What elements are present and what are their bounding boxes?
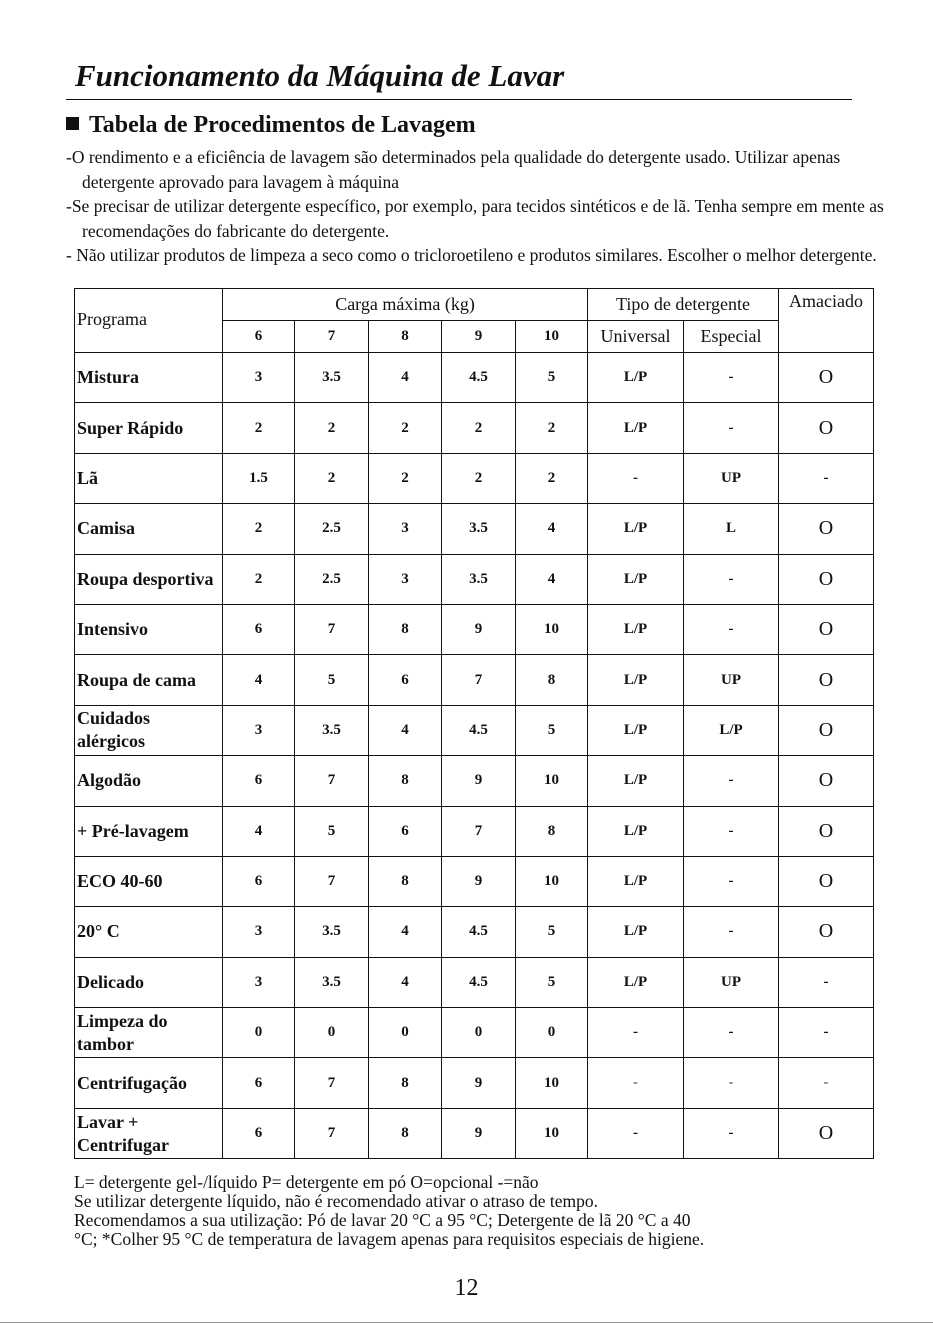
amaciado-column-header: Amaciado <box>779 289 874 353</box>
table-row <box>75 856 874 906</box>
especial-cell: L/P <box>684 705 779 755</box>
table-row <box>75 756 874 806</box>
program-name-cell: Camisa <box>75 504 223 554</box>
table-row <box>75 1008 874 1058</box>
amaciado-cell: O <box>779 806 874 856</box>
load-cell: 7 <box>442 655 516 705</box>
note-line: °C; *Colher 95 °C de temperatura de lavagem apenas para requisitos especiais de higiene. <box>74 1229 705 1249</box>
amaciado-cell: O <box>779 554 874 604</box>
load-cell: 0 <box>295 1008 369 1058</box>
load-cell: 3.5 <box>442 554 516 604</box>
especial-cell: - <box>684 1108 779 1158</box>
load-cell: 9 <box>442 604 516 654</box>
program-name-cell: Roupa de cama <box>75 655 223 705</box>
load-cell: 5 <box>516 705 588 755</box>
program-name-cell: Lavar + Centrifugar <box>75 1108 223 1158</box>
load-column-header: 6 <box>223 321 295 353</box>
program-name-cell: Cuidados alérgicos <box>75 705 223 755</box>
load-cell: 6 <box>223 1058 295 1108</box>
load-cell: 4 <box>369 957 442 1007</box>
load-cell: 3.5 <box>295 353 369 403</box>
load-cell: 2 <box>223 403 295 453</box>
load-cell: 4 <box>223 655 295 705</box>
program-name-cell: Algodão <box>75 756 223 806</box>
table-row <box>75 453 874 503</box>
load-cell: 2.5 <box>295 554 369 604</box>
note-line: Se utilizar detergente líquido, não é recomendado ativar o atraso de tempo. <box>74 1191 599 1211</box>
load-cell: 6 <box>223 756 295 806</box>
amaciado-cell: O <box>779 856 874 906</box>
load-cell: 4.5 <box>442 705 516 755</box>
table-row <box>75 1108 874 1158</box>
especial-cell: L <box>684 504 779 554</box>
especial-cell: - <box>684 856 779 906</box>
load-cell: 9 <box>442 1108 516 1158</box>
load-column-header: 10 <box>516 321 588 353</box>
load-cell: 3 <box>369 504 442 554</box>
universal-cell: L/P <box>588 806 684 856</box>
load-cell: 10 <box>516 756 588 806</box>
load-cell: 5 <box>295 655 369 705</box>
program-name-cell: Super Rápido <box>75 403 223 453</box>
load-cell: 9 <box>442 1058 516 1108</box>
load-cell: 4.5 <box>442 957 516 1007</box>
load-cell: 10 <box>516 856 588 906</box>
load-cell: 2 <box>442 453 516 503</box>
program-name-cell: + Pré-lavagem <box>75 806 223 856</box>
load-cell: 1.5 <box>223 453 295 503</box>
universal-cell: L/P <box>588 957 684 1007</box>
especial-cell: UP <box>684 453 779 503</box>
load-cell: 4 <box>223 806 295 856</box>
load-cell: 7 <box>295 604 369 654</box>
amaciado-cell: O <box>779 353 874 403</box>
load-cell: 0 <box>516 1008 588 1058</box>
load-cell: 3 <box>223 705 295 755</box>
universal-cell: L/P <box>588 504 684 554</box>
load-cell: 4 <box>369 907 442 957</box>
load-cell: 0 <box>442 1008 516 1058</box>
load-cell: 6 <box>369 806 442 856</box>
universal-cell: L/P <box>588 856 684 906</box>
program-name-cell: Roupa desportiva <box>75 554 223 604</box>
title-divider <box>66 99 852 100</box>
amaciado-cell: O <box>779 1108 874 1158</box>
load-cell: 3 <box>223 957 295 1007</box>
load-cell: 9 <box>442 856 516 906</box>
program-name-cell: Delicado <box>75 957 223 1007</box>
amaciado-cell: - <box>779 957 874 1007</box>
program-name-cell: Mistura <box>75 353 223 403</box>
universal-cell: - <box>588 1108 684 1158</box>
especial-cell: - <box>684 756 779 806</box>
load-cell: 3 <box>223 353 295 403</box>
load-cell: 2 <box>295 453 369 503</box>
load-cell: 3.5 <box>295 705 369 755</box>
amaciado-cell: O <box>779 655 874 705</box>
square-bullet-icon <box>66 117 79 130</box>
especial-cell: - <box>684 806 779 856</box>
load-cell: 3 <box>223 907 295 957</box>
especial-column-header: Especial <box>684 321 779 353</box>
amaciado-cell: O <box>779 705 874 755</box>
amaciado-cell: - <box>779 1008 874 1058</box>
universal-cell: L/P <box>588 353 684 403</box>
intro-paragraph: - Não utilizar produtos de limpeza a seco como o tricloroetileno e produtos similares. Escolher o melhor detergente. <box>66 245 877 265</box>
program-name-cell: 20° C <box>75 907 223 957</box>
universal-column-header: Universal <box>588 321 684 353</box>
intro-text <box>66 145 896 268</box>
load-cell: 2.5 <box>295 504 369 554</box>
table-row <box>75 806 874 856</box>
load-cell: 2 <box>223 504 295 554</box>
load-cell: 7 <box>295 1058 369 1108</box>
load-column-header: 7 <box>295 321 369 353</box>
load-cell: 4 <box>516 554 588 604</box>
load-cell: 3.5 <box>295 957 369 1007</box>
universal-cell: L/P <box>588 554 684 604</box>
load-cell: 2 <box>516 403 588 453</box>
load-cell: 8 <box>369 856 442 906</box>
table-row <box>75 403 874 453</box>
especial-cell: - <box>684 1008 779 1058</box>
table-row <box>75 957 874 1007</box>
load-cell: 3.5 <box>442 504 516 554</box>
load-cell: 2 <box>442 403 516 453</box>
amaciado-cell: O <box>779 403 874 453</box>
universal-cell: L/P <box>588 655 684 705</box>
program-name-cell: Centrifugação <box>75 1058 223 1108</box>
amaciado-cell: O <box>779 907 874 957</box>
load-cell: 2 <box>369 453 442 503</box>
load-cell: 3 <box>369 554 442 604</box>
table-row <box>75 353 874 403</box>
load-column-header: 9 <box>442 321 516 353</box>
load-cell: 7 <box>295 756 369 806</box>
universal-cell: - <box>588 1008 684 1058</box>
table-row <box>75 705 874 755</box>
intro-paragraph: -Se precisar de utilizar detergente específico, por exemplo, para tecidos sintéticos e de lã. Tenha sempre em mente as recomendações do fabricante do detergente. <box>66 196 884 241</box>
load-cell: 7 <box>295 856 369 906</box>
especial-cell: UP <box>684 655 779 705</box>
table-row <box>75 655 874 705</box>
table-row <box>75 907 874 957</box>
load-cell: 2 <box>223 554 295 604</box>
section-heading <box>66 112 476 139</box>
universal-cell: - <box>588 453 684 503</box>
load-cell: 2 <box>369 403 442 453</box>
page-number: 12 <box>454 1275 479 1301</box>
detergent-group-header: Tipo de detergente <box>588 289 779 321</box>
load-cell: 4.5 <box>442 353 516 403</box>
wash-procedures-table <box>74 288 874 1159</box>
table-row <box>75 504 874 554</box>
amaciado-cell: O <box>779 756 874 806</box>
amaciado-cell: - <box>779 453 874 503</box>
especial-cell: - <box>684 554 779 604</box>
amaciado-cell: - <box>779 1058 874 1108</box>
load-column-header: 8 <box>369 321 442 353</box>
load-cell: 6 <box>223 604 295 654</box>
load-cell: 4 <box>369 353 442 403</box>
universal-cell: L/P <box>588 907 684 957</box>
load-cell: 8 <box>369 604 442 654</box>
load-cell: 5 <box>295 806 369 856</box>
load-cell: 0 <box>223 1008 295 1058</box>
load-cell: 5 <box>516 353 588 403</box>
legend-notes <box>74 1173 894 1249</box>
load-cell: 9 <box>442 756 516 806</box>
universal-cell: L/P <box>588 604 684 654</box>
especial-cell: - <box>684 403 779 453</box>
especial-cell: - <box>684 907 779 957</box>
especial-cell: - <box>684 353 779 403</box>
universal-cell: L/P <box>588 705 684 755</box>
load-cell: 5 <box>516 907 588 957</box>
universal-cell: - <box>588 1058 684 1108</box>
especial-cell: - <box>684 604 779 654</box>
load-cell: 10 <box>516 1058 588 1108</box>
universal-cell: L/P <box>588 756 684 806</box>
bottom-divider <box>0 1322 933 1323</box>
table-row <box>75 554 874 604</box>
load-cell: 8 <box>369 756 442 806</box>
load-cell: 3.5 <box>295 907 369 957</box>
section-heading-text: Tabela de Procedimentos de Lavagem <box>89 112 476 138</box>
load-group-header: Carga máxima (kg) <box>223 289 588 321</box>
load-cell: 7 <box>442 806 516 856</box>
especial-cell: - <box>684 1058 779 1108</box>
program-column-header: Programa <box>75 289 223 353</box>
load-cell: 10 <box>516 1108 588 1158</box>
load-cell: 5 <box>516 957 588 1007</box>
load-cell: 8 <box>369 1058 442 1108</box>
load-cell: 6 <box>223 1108 295 1158</box>
load-cell: 6 <box>369 655 442 705</box>
universal-cell: L/P <box>588 403 684 453</box>
program-name-cell: Intensivo <box>75 604 223 654</box>
load-cell: 0 <box>369 1008 442 1058</box>
program-name-cell: Limpeza do tambor <box>75 1008 223 1058</box>
load-cell: 10 <box>516 604 588 654</box>
program-name-cell: ECO 40-60 <box>75 856 223 906</box>
table-row <box>75 1058 874 1108</box>
load-cell: 2 <box>516 453 588 503</box>
intro-paragraph: -O rendimento e a eficiência de lavagem são determinados pela qualidade do detergente usado. Utilizar apenas detergente aprovado para lavagem à máquina <box>66 147 841 192</box>
program-name-cell: Lã <box>75 453 223 503</box>
load-cell: 4 <box>516 504 588 554</box>
table-row <box>75 604 874 654</box>
amaciado-cell: O <box>779 604 874 654</box>
especial-cell: UP <box>684 957 779 1007</box>
legend-line: L= detergente gel-/líquido P= detergente em pó O=opcional -=não <box>74 1172 539 1192</box>
amaciado-cell: O <box>779 504 874 554</box>
load-cell: 8 <box>516 806 588 856</box>
load-cell: 8 <box>369 1108 442 1158</box>
load-cell: 4 <box>369 705 442 755</box>
load-cell: 2 <box>295 403 369 453</box>
note-line: Recomendamos a sua utilização: Pó de lavar 20 °C a 95 °C; Detergente de lã 20 °C a 40 <box>74 1210 691 1230</box>
load-cell: 8 <box>516 655 588 705</box>
page-title: Funcionamento da Máquina de Lavar <box>75 58 565 93</box>
load-cell: 4.5 <box>442 907 516 957</box>
load-cell: 6 <box>223 856 295 906</box>
load-cell: 7 <box>295 1108 369 1158</box>
